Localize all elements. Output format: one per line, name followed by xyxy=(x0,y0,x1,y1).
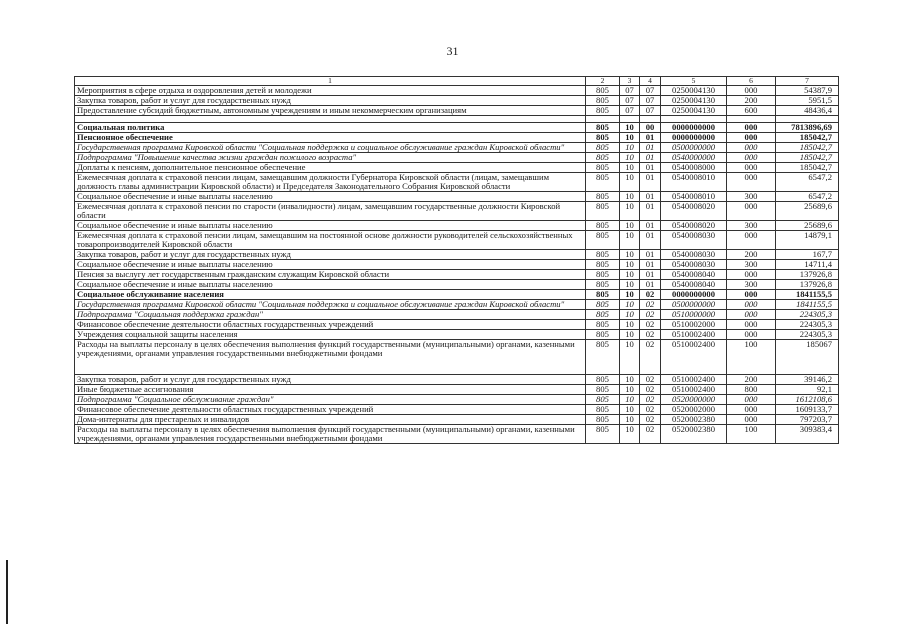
row-code-cell xyxy=(620,116,640,123)
row-amount-cell: 14879,1 xyxy=(776,231,839,250)
row-code-cell: 0250004130 xyxy=(661,86,727,96)
row-code-cell: 10 xyxy=(620,375,640,385)
row-code-cell: 10 xyxy=(620,290,640,300)
row-code-cell: 805 xyxy=(586,221,620,231)
row-code-cell: 10 xyxy=(620,385,640,395)
row-code-cell: 01 xyxy=(640,260,661,270)
row-name-cell: Подпрограмма "Социальная поддержка граждан" xyxy=(75,310,586,320)
row-code-cell: 805 xyxy=(586,153,620,163)
row-name-cell: Расходы на выплаты персоналу в целях обеспечения выполнения функций государственными (муниципальными) органами, казенными учреждениями, органами управления государственными внебюджетными фондами xyxy=(75,340,586,375)
row-code-cell: 600 xyxy=(727,106,776,116)
row-amount-cell: 1612108,6 xyxy=(776,395,839,405)
row-amount-cell: 185042,7 xyxy=(776,153,839,163)
row-code-cell: 805 xyxy=(586,395,620,405)
header-cell: 4 xyxy=(640,77,661,86)
row-amount-cell: 39146,2 xyxy=(776,375,839,385)
row-name-cell: Дома-интернаты для престарелых и инвалидов xyxy=(75,415,586,425)
row-name-cell: Ежемесячная доплата к страховой пенсии лицам, замещавшим на постоянной основе должности руководителей сельскохозяйственных товаропроизводителей Кировской области xyxy=(75,231,586,250)
row-code-cell: 805 xyxy=(586,330,620,340)
row-code-cell: 07 xyxy=(640,96,661,106)
row-code-cell: 0540008030 xyxy=(661,231,727,250)
table-row xyxy=(75,330,839,340)
row-code-cell: 0510000000 xyxy=(661,310,727,320)
row-code-cell: 01 xyxy=(640,143,661,153)
row-code-cell: 000 xyxy=(727,173,776,192)
row-name-cell: Финансовое обеспечение деятельности областных государственных учреждений xyxy=(75,320,586,330)
row-amount-cell: 54387,9 xyxy=(776,86,839,96)
row-code-cell: 01 xyxy=(640,221,661,231)
row-code-cell: 0540008020 xyxy=(661,202,727,221)
table-row xyxy=(75,153,839,163)
row-amount-cell: 185042,7 xyxy=(776,133,839,143)
row-code-cell: 100 xyxy=(727,340,776,375)
row-name-cell: Мероприятия в сфере отдыха и оздоровления детей и молодежи xyxy=(75,86,586,96)
row-code-cell: 0540008040 xyxy=(661,280,727,290)
row-code-cell: 805 xyxy=(586,290,620,300)
row-code-cell: 000 xyxy=(727,270,776,280)
row-code-cell: 300 xyxy=(727,280,776,290)
table-row xyxy=(75,192,839,202)
row-code-cell: 0540008020 xyxy=(661,221,727,231)
row-code-cell: 0510002400 xyxy=(661,375,727,385)
row-amount-cell: 14711,4 xyxy=(776,260,839,270)
row-name-cell: Закупка товаров, работ и услуг для государственных нужд xyxy=(75,96,586,106)
row-code-cell: 10 xyxy=(620,202,640,221)
row-code-cell: 0520002380 xyxy=(661,425,727,444)
row-code-cell: 0540008030 xyxy=(661,260,727,270)
table-row xyxy=(75,405,839,415)
row-amount-cell: 224305,3 xyxy=(776,330,839,340)
row-name-cell: Подпрограмма "Повышение качества жизни граждан пожилого возраста" xyxy=(75,153,586,163)
table-row xyxy=(75,202,839,221)
row-code-cell: 02 xyxy=(640,340,661,375)
row-code-cell: 000 xyxy=(727,310,776,320)
row-amount-cell: 1841155,5 xyxy=(776,290,839,300)
table-row xyxy=(75,96,839,106)
row-code-cell: 000 xyxy=(727,123,776,133)
row-code-cell: 02 xyxy=(640,425,661,444)
row-name-cell: Социальная политика xyxy=(75,123,586,133)
row-code-cell: 10 xyxy=(620,231,640,250)
row-code-cell: 01 xyxy=(640,153,661,163)
row-code-cell: 07 xyxy=(640,106,661,116)
row-amount-cell: 309383,4 xyxy=(776,425,839,444)
row-code-cell: 000 xyxy=(727,415,776,425)
row-code-cell: 01 xyxy=(640,192,661,202)
row-code-cell: 02 xyxy=(640,290,661,300)
row-name-cell: Расходы на выплаты персоналу в целях обеспечения выполнения функций государственными (муниципальными) органами, казенными учреждениями, органами управления государственными внебюджетными фондами xyxy=(75,425,586,444)
row-code-cell: 02 xyxy=(640,300,661,310)
row-code-cell: 000 xyxy=(727,395,776,405)
row-code-cell: 300 xyxy=(727,192,776,202)
row-code-cell: 805 xyxy=(586,320,620,330)
row-code-cell: 02 xyxy=(640,385,661,395)
row-code-cell: 805 xyxy=(586,123,620,133)
row-code-cell: 000 xyxy=(727,231,776,250)
row-code-cell: 07 xyxy=(620,106,640,116)
row-code-cell: 10 xyxy=(620,330,640,340)
row-code-cell: 0540008010 xyxy=(661,173,727,192)
row-code-cell: 10 xyxy=(620,320,640,330)
row-code-cell: 0540008040 xyxy=(661,270,727,280)
row-code-cell: 805 xyxy=(586,143,620,153)
row-code-cell: 0250004130 xyxy=(661,96,727,106)
row-code-cell: 0500000000 xyxy=(661,143,727,153)
table-row xyxy=(75,300,839,310)
row-code-cell: 0000000000 xyxy=(661,133,727,143)
row-name-cell: Социальное обеспечение и иные выплаты населению xyxy=(75,280,586,290)
row-name-cell: Доплаты к пенсиям, дополнительное пенсионное обеспечение xyxy=(75,163,586,173)
table-row xyxy=(75,250,839,260)
row-code-cell: 000 xyxy=(727,133,776,143)
table-row xyxy=(75,270,839,280)
row-amount-cell: 137926,8 xyxy=(776,270,839,280)
table-row xyxy=(75,116,839,123)
table-row xyxy=(75,86,839,96)
row-code-cell: 805 xyxy=(586,173,620,192)
header-cell: 2 xyxy=(586,77,620,86)
row-code-cell: 0000000000 xyxy=(661,290,727,300)
row-code-cell: 01 xyxy=(640,280,661,290)
row-name-cell: Подпрограмма "Социальное обслуживание граждан" xyxy=(75,395,586,405)
row-amount-cell: 6547,2 xyxy=(776,173,839,192)
row-code-cell: 805 xyxy=(586,280,620,290)
page-number: 31 xyxy=(446,44,459,58)
row-code-cell: 805 xyxy=(586,163,620,173)
row-code-cell: 805 xyxy=(586,385,620,395)
row-name-cell: Социальное обеспечение и иные выплаты населению xyxy=(75,260,586,270)
row-amount-cell: 6547,2 xyxy=(776,192,839,202)
table-row xyxy=(75,123,839,133)
row-code-cell: 10 xyxy=(620,221,640,231)
row-code-cell: 300 xyxy=(727,221,776,231)
row-code-cell: 10 xyxy=(620,270,640,280)
row-code-cell: 0000000000 xyxy=(661,123,727,133)
row-code-cell: 000 xyxy=(727,290,776,300)
row-code-cell: 0520002000 xyxy=(661,405,727,415)
row-code-cell: 01 xyxy=(640,270,661,280)
row-code-cell: 10 xyxy=(620,280,640,290)
table-row xyxy=(75,385,839,395)
row-code-cell: 02 xyxy=(640,330,661,340)
binding-mark xyxy=(6,560,8,624)
row-code-cell xyxy=(586,116,620,123)
row-code-cell: 07 xyxy=(640,86,661,96)
table-row xyxy=(75,133,839,143)
row-code-cell: 805 xyxy=(586,133,620,143)
row-name-cell: Предоставление субсидий бюджетным, автономным учреждениям и иным некоммерческим организациям xyxy=(75,106,586,116)
row-code-cell: 10 xyxy=(620,173,640,192)
row-code-cell: 0540008000 xyxy=(661,163,727,173)
row-name-cell: Социальное обеспечение и иные выплаты населению xyxy=(75,221,586,231)
row-name-cell xyxy=(75,116,586,123)
row-code-cell: 0250004130 xyxy=(661,106,727,116)
header-cell: 3 xyxy=(620,77,640,86)
row-name-cell: Учреждения социальной защиты населения xyxy=(75,330,586,340)
row-code-cell: 10 xyxy=(620,163,640,173)
row-amount-cell: 25689,6 xyxy=(776,221,839,231)
table-row xyxy=(75,310,839,320)
row-code-cell: 000 xyxy=(727,143,776,153)
row-code-cell: 10 xyxy=(620,260,640,270)
row-amount-cell: 185042,7 xyxy=(776,143,839,153)
row-code-cell: 0510002400 xyxy=(661,330,727,340)
row-amount-cell: 1609133,7 xyxy=(776,405,839,415)
row-code-cell: 000 xyxy=(727,153,776,163)
table-row xyxy=(75,231,839,250)
row-code-cell: 10 xyxy=(620,123,640,133)
row-code-cell: 200 xyxy=(727,250,776,260)
row-code-cell: 000 xyxy=(727,300,776,310)
row-code-cell xyxy=(640,116,661,123)
row-code-cell: 200 xyxy=(727,375,776,385)
row-code-cell: 0510002000 xyxy=(661,320,727,330)
table-header-row xyxy=(75,77,839,86)
row-amount-cell: 25689,6 xyxy=(776,202,839,221)
row-amount-cell xyxy=(776,116,839,123)
budget-table xyxy=(74,76,839,444)
row-code-cell: 805 xyxy=(586,375,620,385)
row-code-cell: 01 xyxy=(640,231,661,250)
row-code-cell: 200 xyxy=(727,96,776,106)
row-code-cell: 01 xyxy=(640,133,661,143)
row-name-cell: Государственная программа Кировской области "Социальная поддержка и социальное обслуживание граждан Кировской области" xyxy=(75,143,586,153)
table-row xyxy=(75,290,839,300)
row-code-cell: 01 xyxy=(640,173,661,192)
row-amount-cell: 137926,8 xyxy=(776,280,839,290)
table-row xyxy=(75,106,839,116)
row-code-cell: 805 xyxy=(586,415,620,425)
row-name-cell: Закупка товаров, работ и услуг для государственных нужд xyxy=(75,375,586,385)
row-code-cell: 10 xyxy=(620,133,640,143)
row-code-cell: 000 xyxy=(727,163,776,173)
row-name-cell: Пенсионное обеспечение xyxy=(75,133,586,143)
header-cell: 7 xyxy=(776,77,839,86)
row-code-cell: 01 xyxy=(640,163,661,173)
row-code-cell: 02 xyxy=(640,395,661,405)
row-code-cell: 805 xyxy=(586,250,620,260)
row-code-cell: 10 xyxy=(620,300,640,310)
header-cell: 5 xyxy=(661,77,727,86)
row-code-cell: 10 xyxy=(620,425,640,444)
row-amount-cell: 7813896,69 xyxy=(776,123,839,133)
table-row xyxy=(75,280,839,290)
row-code-cell xyxy=(661,116,727,123)
row-code-cell: 000 xyxy=(727,330,776,340)
row-code-cell: 805 xyxy=(586,106,620,116)
row-amount-cell: 1841155,5 xyxy=(776,300,839,310)
row-code-cell: 805 xyxy=(586,260,620,270)
row-code-cell: 805 xyxy=(586,425,620,444)
row-code-cell: 01 xyxy=(640,250,661,260)
row-amount-cell: 185042,7 xyxy=(776,163,839,173)
row-code-cell: 10 xyxy=(620,153,640,163)
row-name-cell: Финансовое обеспечение деятельности областных государственных учреждений xyxy=(75,405,586,415)
table-row xyxy=(75,163,839,173)
row-code-cell: 0540008030 xyxy=(661,250,727,260)
row-code-cell: 0510002400 xyxy=(661,385,727,395)
row-amount-cell: 224305,3 xyxy=(776,310,839,320)
row-name-cell: Пенсия за выслугу лет государственным гражданским служащим Кировской области xyxy=(75,270,586,280)
row-amount-cell: 167,7 xyxy=(776,250,839,260)
row-code-cell: 000 xyxy=(727,320,776,330)
row-code-cell: 0520002380 xyxy=(661,415,727,425)
row-amount-cell: 92,1 xyxy=(776,385,839,395)
row-code-cell: 805 xyxy=(586,310,620,320)
header-cell: 6 xyxy=(727,77,776,86)
row-code-cell: 10 xyxy=(620,340,640,375)
table-row xyxy=(75,375,839,385)
table-row xyxy=(75,340,839,375)
row-code-cell: 805 xyxy=(586,202,620,221)
row-code-cell: 02 xyxy=(640,375,661,385)
row-code-cell: 805 xyxy=(586,340,620,375)
row-code-cell: 02 xyxy=(640,405,661,415)
row-code-cell: 0500000000 xyxy=(661,300,727,310)
header-cell: 1 xyxy=(75,77,586,86)
row-code-cell: 805 xyxy=(586,86,620,96)
table-row xyxy=(75,143,839,153)
row-code-cell: 0520000000 xyxy=(661,395,727,405)
row-code-cell: 01 xyxy=(640,202,661,221)
table-row xyxy=(75,425,839,444)
row-name-cell: Закупка товаров, работ и услуг для государственных нужд xyxy=(75,250,586,260)
table-row xyxy=(75,221,839,231)
row-amount-cell: 48436,4 xyxy=(776,106,839,116)
row-code-cell: 02 xyxy=(640,310,661,320)
row-code-cell: 10 xyxy=(620,395,640,405)
row-name-cell: Социальное обслуживание населения xyxy=(75,290,586,300)
row-code-cell: 805 xyxy=(586,405,620,415)
row-code-cell xyxy=(727,116,776,123)
row-code-cell: 300 xyxy=(727,260,776,270)
row-code-cell: 000 xyxy=(727,86,776,96)
row-code-cell: 10 xyxy=(620,192,640,202)
row-amount-cell: 5951,5 xyxy=(776,96,839,106)
table-row xyxy=(75,260,839,270)
table-row xyxy=(75,415,839,425)
row-code-cell: 805 xyxy=(586,96,620,106)
row-code-cell: 10 xyxy=(620,415,640,425)
row-code-cell: 07 xyxy=(620,96,640,106)
row-code-cell: 805 xyxy=(586,192,620,202)
row-code-cell: 10 xyxy=(620,143,640,153)
row-code-cell: 0540000000 xyxy=(661,153,727,163)
table-row xyxy=(75,395,839,405)
table-row xyxy=(75,320,839,330)
row-name-cell: Социальное обеспечение и иные выплаты населению xyxy=(75,192,586,202)
row-name-cell: Государственная программа Кировской области "Социальная поддержка и социальное обслуживание граждан Кировской области" xyxy=(75,300,586,310)
row-name-cell: Ежемесячная доплата к страховой пенсии по старости (инвалидности) лицам, замещавшим государственные должности Кировской области xyxy=(75,202,586,221)
row-code-cell: 000 xyxy=(727,405,776,415)
row-code-cell: 10 xyxy=(620,310,640,320)
row-code-cell: 0540008010 xyxy=(661,192,727,202)
row-amount-cell: 797203,7 xyxy=(776,415,839,425)
row-code-cell: 100 xyxy=(727,425,776,444)
row-amount-cell: 224305,3 xyxy=(776,320,839,330)
row-code-cell: 10 xyxy=(620,250,640,260)
row-code-cell: 800 xyxy=(727,385,776,395)
row-code-cell: 07 xyxy=(620,86,640,96)
row-code-cell: 00 xyxy=(640,123,661,133)
row-amount-cell: 185067 xyxy=(776,340,839,375)
row-code-cell: 0510002400 xyxy=(661,340,727,375)
row-code-cell: 000 xyxy=(727,202,776,221)
table-row xyxy=(75,173,839,192)
row-name-cell: Ежемесячная доплата к страховой пенсии лицам, замещавшим должности Губернатора Кировской области (лицам, замещавшим должность главы администрации Кировской области) и Председателя Законодательного Собрания Кировской области xyxy=(75,173,586,192)
row-code-cell: 10 xyxy=(620,405,640,415)
row-code-cell: 805 xyxy=(586,270,620,280)
row-code-cell: 805 xyxy=(586,300,620,310)
row-code-cell: 805 xyxy=(586,231,620,250)
row-code-cell: 02 xyxy=(640,415,661,425)
row-name-cell: Иные бюджетные ассигнования xyxy=(75,385,586,395)
row-code-cell: 02 xyxy=(640,320,661,330)
